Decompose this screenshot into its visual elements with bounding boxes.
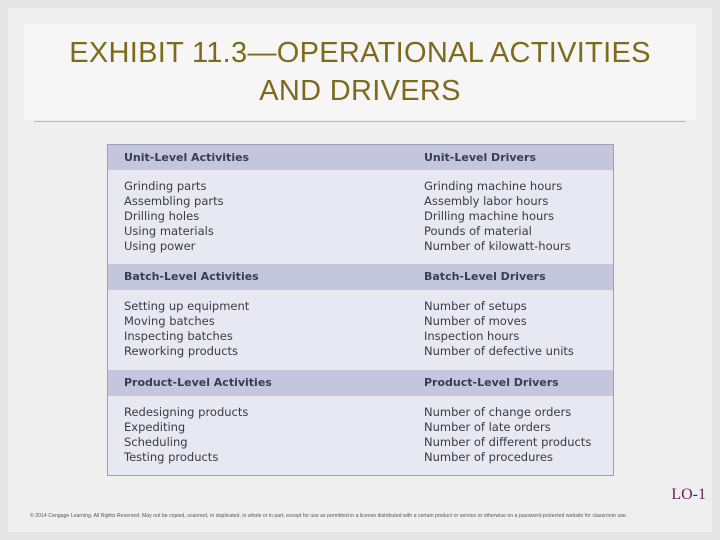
activity-item: Testing products [124, 450, 219, 464]
driver-item: Grinding machine hours [424, 179, 563, 193]
activity-item: Grinding parts [124, 179, 207, 193]
activity-item: Inspecting batches [124, 329, 233, 343]
activity-list [124, 299, 249, 359]
driver-item: Number of setups [424, 299, 527, 313]
activity-item: Using materials [124, 224, 214, 238]
activity-list [124, 405, 248, 465]
section-header-batch-level [108, 264, 613, 290]
driver-column-header: Product-Level Drivers [424, 376, 559, 389]
driver-item: Number of kilowatt-hours [424, 239, 571, 253]
copyright-notice: © 2014 Cengage Learning. All Rights Reserved. May not be copied, scanned, or duplicated, in whole or in part, except for use as permitted in a license distributed with a certain product or service or otherwise on a password-protected website for classroom use. [30, 513, 628, 519]
section-body-product-level [108, 396, 613, 475]
activity-column-header: Unit-Level Activities [124, 151, 250, 164]
activity-item: Reworking products [124, 344, 239, 358]
driver-item: Number of change orders [424, 405, 572, 419]
title-line-1: EXHIBIT 11.3—OPERATIONAL ACTIVITIES [69, 37, 651, 69]
driver-list [424, 405, 591, 465]
section-body-unit-level [108, 170, 613, 264]
activity-column-header: Product-Level Activities [124, 376, 272, 389]
exhibit-table [107, 144, 614, 476]
driver-item: Pounds of material [424, 224, 532, 238]
driver-item: Number of defective units [424, 344, 574, 358]
section-body-batch-level [108, 290, 613, 370]
learning-objective-label: LO-1 [671, 486, 706, 503]
driver-list [424, 299, 574, 359]
driver-item: Number of late orders [424, 420, 551, 434]
title-divider [34, 121, 686, 122]
section-header-product-level [108, 370, 613, 396]
activity-item: Using power [124, 239, 196, 253]
activity-list [124, 179, 224, 254]
driver-item: Number of different products [424, 435, 592, 449]
driver-item: Drilling machine hours [424, 209, 555, 223]
activity-item: Redesigning products [124, 405, 249, 419]
driver-list [424, 179, 571, 254]
activity-item: Expediting [124, 420, 186, 434]
activity-item: Drilling holes [124, 209, 200, 223]
driver-column-header: Batch-Level Drivers [424, 270, 546, 283]
title-line-2: AND DRIVERS [259, 75, 461, 107]
slide-title [24, 34, 696, 110]
activity-item: Scheduling [124, 435, 188, 449]
activity-item: Moving batches [124, 314, 215, 328]
driver-column-header: Unit-Level Drivers [424, 151, 536, 164]
activity-item: Setting up equipment [124, 299, 250, 313]
driver-item: Number of moves [424, 314, 527, 328]
activity-item: Assembling parts [124, 194, 224, 208]
activity-column-header: Batch-Level Activities [124, 270, 259, 283]
driver-item: Assembly labor hours [424, 194, 549, 208]
driver-item: Number of procedures [424, 450, 553, 464]
driver-item: Inspection hours [424, 329, 520, 343]
section-header-unit-level [108, 145, 613, 170]
